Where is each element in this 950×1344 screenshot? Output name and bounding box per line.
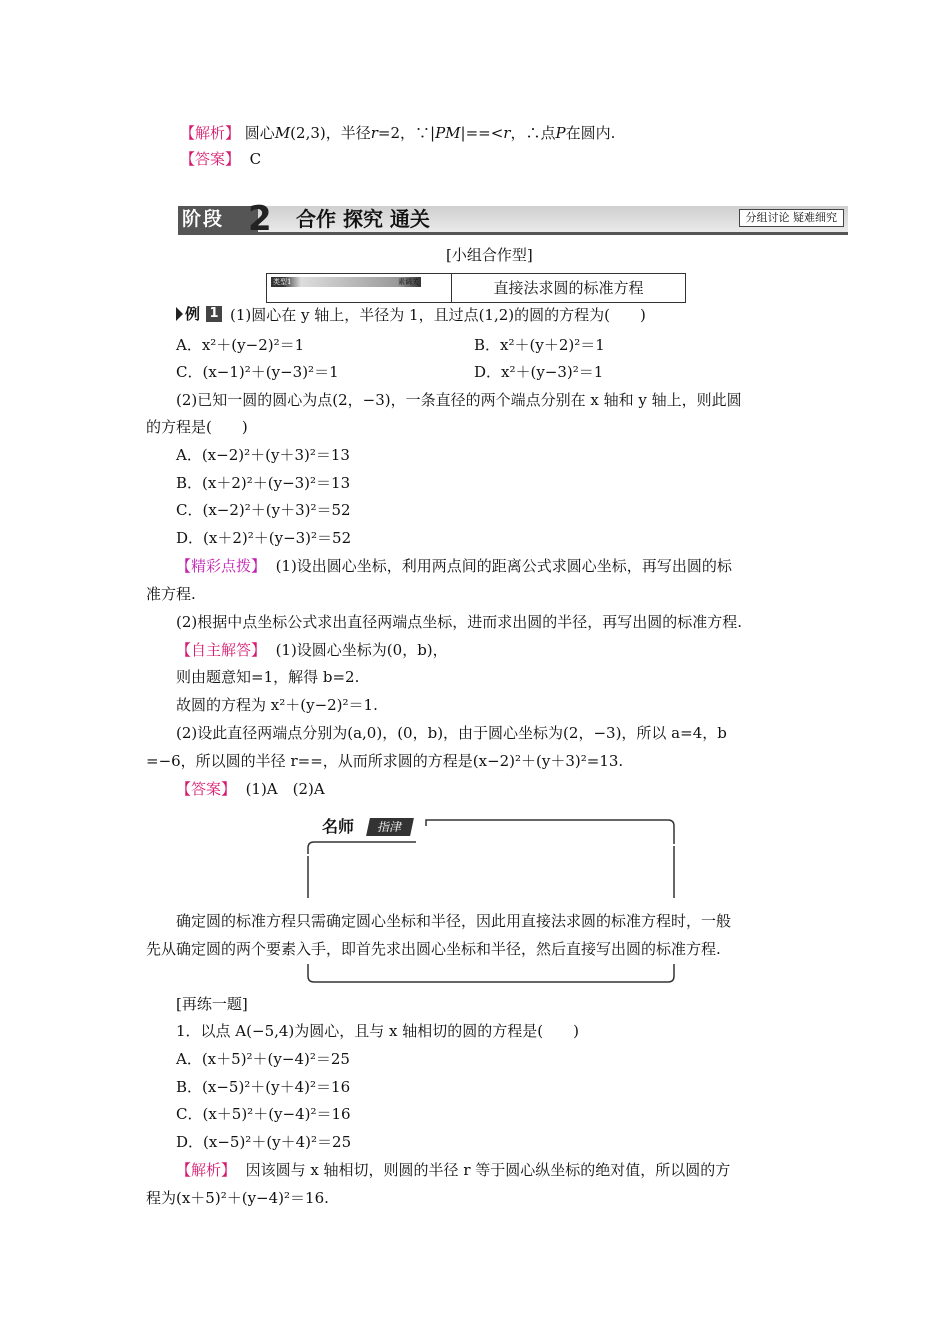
q2-option-a: A．(x−2)²＋(y＋3)²＝13 [176, 446, 350, 464]
answer-2: 【答案】 (1)A (2)A [176, 780, 325, 798]
triangle-icon [176, 307, 183, 321]
solution-line3: 故圆的方程为 x²＋(y−2)²＝1. [176, 696, 378, 714]
practice-question: 1．以点 A(−5,4)为圆心，且与 x 轴相切的圆的方程是( ) [176, 1022, 579, 1040]
stage-label: 阶段 [178, 206, 258, 232]
practice-option-a: A．(x＋5)²＋(y−4)²＝25 [176, 1050, 350, 1068]
stage-badge: 分组讨论 疑难细究 [739, 209, 845, 227]
top-analysis: 【解析】 圆心M(2,3)，半径r=2，∵|PM|==<r，∴点P在圆内. [180, 124, 616, 142]
top-answer [180, 148, 261, 170]
solution-tag: 【自主解答】 [176, 641, 267, 659]
practice-option-d: D．(x−5)²＋(y＋4)²＝25 [176, 1133, 352, 1151]
solution-line4: (2)设此直径两端点分别为(a,0)，(0，b)，由于圆心坐标为(2，−3)，所以 a=4，b [176, 724, 727, 742]
practice-analysis-line1: 【解析】 因该圆与 x 轴相切，则圆的半径 r 等于圆心纵坐标的绝对值，所以圆的方 [176, 1161, 731, 1179]
hint-line3: (2)根据中点坐标公式求出直径两端点坐标，进而求出圆的半径，再写出圆的标准方程. [176, 613, 743, 631]
answer2-tag: 【答案】 [176, 780, 237, 798]
example-label: 例 1 [176, 303, 224, 325]
solution-line5: =−6，所以圆的半径 r==，从而所求圆的方程是(x−2)²＋(y＋3)²=13. [146, 752, 624, 770]
tip-line1: 确定圆的标准方程只需确定圆心坐标和半径，因此用直接法求圆的标准方程时，一般 [176, 912, 732, 930]
type-tag: 类型1 [273, 278, 292, 286]
answer-value: C [249, 150, 262, 168]
type-box-left [267, 274, 452, 302]
practice-option-c: C．(x＋5)²＋(y−4)²＝16 [176, 1105, 351, 1123]
solution-line2: 则由题意知=1，解得 b=2. [176, 668, 360, 686]
solution-line1: 【自主解答】 (1)设圆心坐标为(0，b)， [176, 641, 448, 659]
type-label-bar [271, 277, 421, 287]
type-title: 直接法求圆的标准方程 [493, 279, 644, 297]
practice-label: [再练一题] [176, 995, 248, 1013]
tip-stamp: 指津 [366, 818, 414, 836]
hint-tag: 【精彩点拨】 [176, 557, 267, 575]
q2-option-c: C．(x−2)²＋(y＋3)²＝52 [176, 501, 351, 519]
question-2-line2: 的方程是( ) [146, 418, 248, 436]
tip-line2: 先从确定圆的两个要素入手，即首先求出圆心坐标和半径，然后直接写出圆的标准方程. [146, 940, 721, 958]
q1-option-d: D．x²＋(y−3)²＝1 [474, 363, 604, 381]
q1-option-c: C．(x−1)²＋(y−3)²＝1 [176, 363, 339, 381]
practice-analysis-line2: 程为(x＋5)²＋(y−4)²＝16. [146, 1189, 329, 1207]
practice-option-b: B．(x−5)²＋(y＋4)²＝16 [176, 1078, 351, 1096]
question-2-line1: (2)已知一圆的圆心为点(2，−3)，一条直径的两个端点分别在 x 轴和 y 轴上，则此圆 [176, 391, 742, 409]
tip-title: 名师 [322, 817, 355, 836]
q1-option-a: A．x²＋(y−2)²＝1 [176, 336, 305, 354]
type-end: 素调关 [398, 278, 419, 286]
q2-option-b: B．(x＋2)²＋(y−3)²＝13 [176, 474, 351, 492]
type-box [266, 273, 686, 303]
q1-option-b: B．x²＋(y＋2)²＝1 [474, 336, 605, 354]
answer-tag: 【答案】 [180, 150, 241, 168]
q2-option-d: D．(x＋2)²＋(y−3)²＝52 [176, 529, 352, 547]
analysis-tag: 【解析】 [180, 124, 241, 142]
stage-banner [178, 199, 848, 239]
stage-heading: 合作 探究 通关 [296, 207, 430, 231]
hint-line1: 【精彩点拨】 (1)设出圆心坐标，利用两点间的距离公式求圆心坐标，再写出圆的标 [176, 557, 732, 575]
question-1: (1)圆心在 y 轴上，半径为 1，且过点(1,2)的圆的方程为( ) [230, 306, 646, 324]
stage-number: 2 [248, 199, 272, 239]
practice-analysis-tag: 【解析】 [176, 1161, 237, 1179]
hint-line2: 准方程. [146, 585, 196, 603]
group-label: [小组合作型] [446, 246, 533, 264]
